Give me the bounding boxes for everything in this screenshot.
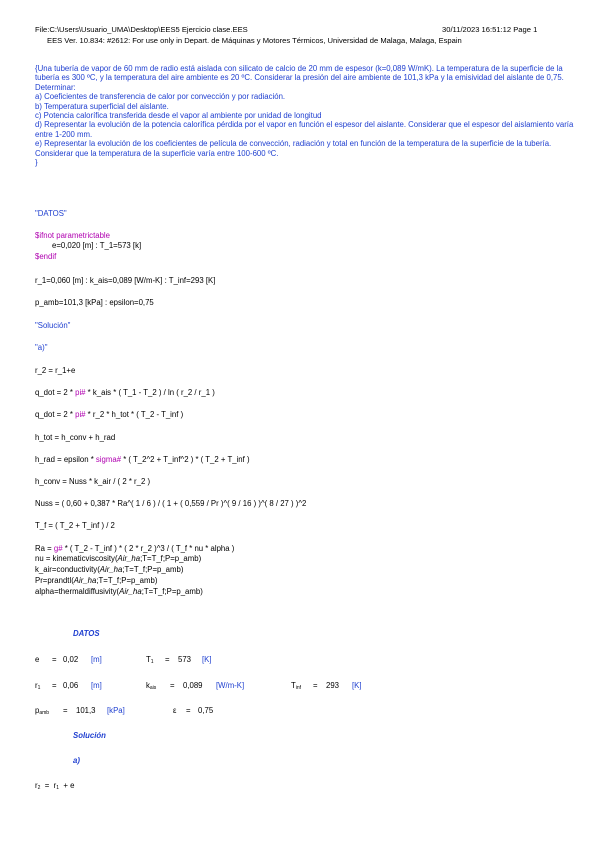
eq-part: * ( T_2 - T_inf ) * ( 2 * r_2 )^3 / ( T_f * nu * alpha )	[62, 544, 235, 553]
data-line-1: r_1=0,060 [m] : k_ais=0,089 [W/m-K] : T_inf=293 [K]	[35, 276, 216, 285]
equation-tf: T_f = ( T_2 + T_inf ) / 2	[35, 521, 115, 530]
var-symbol: T	[146, 655, 151, 664]
determinar-label: Determinar:	[35, 82, 76, 92]
equation-nu	[35, 554, 201, 564]
var-subscript: 1	[37, 685, 41, 691]
eq-part: q_dot = 2 *	[35, 388, 76, 397]
item-c: c) Potencia calorífica transferida desde el vapor al ambiente por unidad de longitud	[35, 111, 322, 121]
var-symbol: r	[35, 781, 38, 790]
unit-pamb: [kPa]	[107, 706, 125, 715]
value-Tinf: 293	[326, 681, 340, 690]
file-path: File:C:\Users\Usuario_UMA\Desktop\EES5 Ejercicio clase.EES	[35, 25, 248, 34]
version-line: EES Ver. 10.834: #2612: For use only in Depart. de Máquinas y Motores Térmicos, Universidad de Malaga, Malaga, Espain	[47, 36, 462, 45]
eq-part: k_air=conductivity(	[35, 565, 100, 574]
equation-qdot-surface	[35, 410, 183, 420]
fluid-name: Air_ha	[73, 576, 97, 585]
eq-part: ;T=T_f;P=p_amb)	[96, 576, 158, 585]
equation-qdot-conduction	[35, 388, 215, 398]
var-subscript: 1	[150, 659, 154, 665]
var-pamb	[35, 706, 49, 719]
formatted-datos-heading: DATOS	[73, 629, 100, 638]
var-r1	[35, 681, 40, 694]
equals-sign: =	[186, 706, 191, 715]
unit-e: [m]	[91, 655, 102, 664]
eq-part: + e	[63, 781, 75, 790]
eq-part: * ( T_2^2 + T_inf^2 ) * ( T_2 + T_inf )	[121, 455, 250, 464]
formatted-a-heading: a)	[73, 756, 80, 765]
var-T1	[146, 655, 154, 668]
unit-Tinf: [K]	[352, 681, 362, 690]
ifnot-body: e=0,020 [m] : T_1=573 [k]	[52, 241, 142, 250]
equals-sign: =	[52, 655, 57, 664]
unit-T1: [K]	[202, 655, 212, 664]
equals-sign: =	[170, 681, 175, 690]
var-symbol: p	[35, 706, 40, 715]
equals-sign: =	[63, 706, 68, 715]
sigma-constant: sigma#	[95, 455, 122, 464]
var-subscript: ais	[149, 685, 157, 691]
equation-alpha	[35, 587, 203, 597]
item-b: b) Temperatura superficial del aislante.	[35, 101, 169, 111]
g-constant: g#	[53, 544, 63, 553]
item-e: e) Representar la evolución de los coeficientes de película de convección, radiación y total en función de la temperatura de la superficie de la tubería. Considerar que la temperatura de la superficie varía entre 100-600 ºC.	[35, 139, 552, 158]
ifnot-directive: $ifnot parametrictable	[35, 231, 110, 240]
pi-constant: pi#	[75, 388, 86, 397]
item-d: d) Representar la evolución de la potencia calorífica pérdida por el vapor en función el espesor del aislante. Considerar que el espesor del aislamiento varía entre 1-200 mm.	[35, 120, 574, 139]
value-epsilon: 0,75	[198, 706, 214, 715]
a-string: "a)"	[35, 343, 48, 352]
equation-hconv: h_conv = Nuss * k_air / ( 2 * r_2 )	[35, 477, 151, 486]
value-T1: 573	[178, 655, 192, 664]
unit-r1: [m]	[91, 681, 102, 690]
eq-part: Ra =	[35, 544, 54, 553]
problem-statement	[35, 64, 575, 167]
equation-r2: r_2 = r_1+e	[35, 366, 76, 375]
var-Tinf	[291, 681, 301, 694]
equation-hrad	[35, 455, 250, 465]
var-subscript: inf	[295, 685, 302, 691]
eq-part: ;T=T_f;P=p_amb)	[141, 587, 203, 596]
statement-text: Una tubería de vapor de 60 mm de radio está aislada con silicato de calcio de 20 mm de espesor (k=0,089 W/mK). La temperatura de la superficie de la tubería es 300 ºC, y la temperatura del aire ambiente es 20 ºC. Considerar la presión del aire ambiente de 101,3 kPa y la emisividad del aislante de 0,75.	[35, 64, 564, 83]
comment-open: {	[35, 64, 38, 73]
equals-sign: =	[165, 655, 170, 664]
equation-pr	[35, 576, 157, 586]
datos-string: "DATOS"	[35, 209, 67, 218]
endif-directive: $endif	[35, 252, 57, 261]
formatted-solucion-heading: Solución	[73, 731, 106, 740]
fluid-name: Air_ha	[119, 587, 142, 596]
value-pamb: 101,3	[76, 706, 96, 715]
fluid-name: Air_ha	[117, 554, 141, 563]
equals-sign: =	[313, 681, 318, 690]
value-r1: 0,06	[63, 681, 79, 690]
equation-rayleigh	[35, 544, 234, 554]
solucion-string: "Solución"	[35, 321, 71, 330]
value-e: 0,02	[63, 655, 79, 664]
var-kais	[146, 681, 156, 694]
unit-kais: [W/m-K]	[216, 681, 245, 690]
eq-part: q_dot = 2 *	[35, 410, 76, 419]
eq-part: * r_2 * h_tot * ( T_2 - T_inf )	[85, 410, 184, 419]
data-line-2: p_amb=101,3 [kPa] : epsilon=0,75	[35, 298, 154, 307]
equals-sign: =	[44, 781, 50, 790]
eq-part: * k_ais * ( T_1 - T_2 ) / ln ( r_2 / r_1 )	[85, 388, 215, 397]
var-symbol: T	[291, 681, 296, 690]
var-e: e	[35, 655, 40, 664]
item-a: a) Coeficientes de transferencia de calor por convección y por radiación.	[35, 92, 286, 102]
var-subscript: 1	[56, 785, 60, 791]
equals-sign: =	[52, 681, 57, 690]
equation-kair	[35, 565, 183, 575]
equation-htot: h_tot = h_conv + h_rad	[35, 433, 116, 442]
equation-nusselt: Nuss = ( 0,60 + 0,387 * Ra^( 1 / 6 ) / ( 1 + ( 0,559 / Pr )^( 9 / 16 ) )^( 8 / 27 ) )^2	[35, 499, 307, 508]
var-symbol: r	[53, 781, 57, 790]
eq-part: Pr=prandtl(	[35, 576, 74, 585]
value-kais: 0,089	[183, 681, 203, 690]
eq-part: ;T=T_f;P=p_amb)	[140, 554, 202, 563]
var-epsilon: ε	[173, 706, 177, 715]
var-subscript: 2	[37, 785, 41, 791]
eq-part: alpha=thermaldiffusivity(	[35, 587, 120, 596]
fluid-name: Air_ha	[99, 565, 123, 574]
pi-constant: pi#	[75, 410, 86, 419]
eq-part: h_rad = epsilon *	[35, 455, 96, 464]
eq-part: nu = kinematicviscosity(	[35, 554, 118, 563]
var-subscript: amb	[39, 710, 50, 716]
datetime-page: 30/11/2023 16:51:12 Page 1	[442, 25, 538, 34]
var-symbol: r	[35, 681, 38, 690]
comment-close: }	[35, 158, 38, 168]
eq-part: ;T=T_f;P=p_amb)	[122, 565, 184, 574]
var-symbol: k	[146, 681, 150, 690]
formatted-r2-equation	[35, 781, 74, 794]
